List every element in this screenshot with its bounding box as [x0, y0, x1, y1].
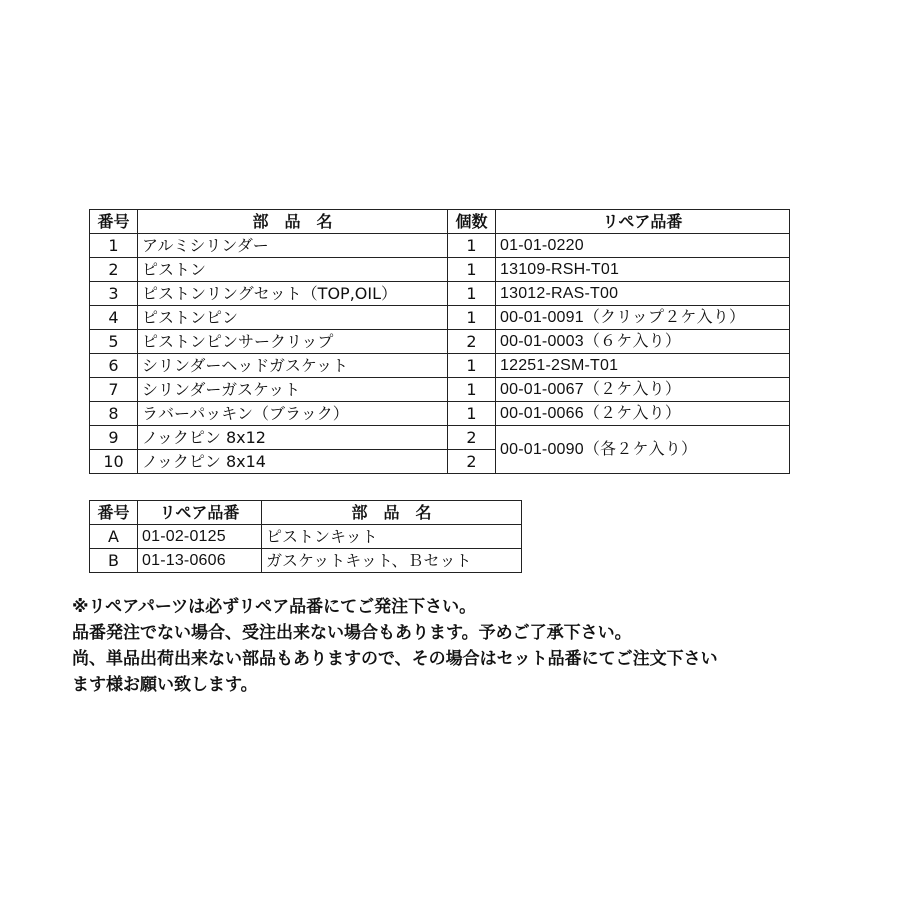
row-qty: 1: [448, 306, 496, 330]
header-repair-no: リペア品番: [496, 210, 790, 234]
table-row: [90, 330, 790, 354]
kit-table: [89, 500, 522, 573]
row-part-name: ノックピン 8x12: [138, 426, 448, 450]
row-part-name: ピストン: [138, 258, 448, 282]
row-part-name: ラバーパッキン（ブラック）: [138, 402, 448, 426]
row-repair-no: 00-01-0067（２ケ入り）: [496, 378, 790, 402]
table-row: [90, 549, 522, 573]
row-part-name: シリンダーヘッドガスケット: [138, 354, 448, 378]
row-repair-no-merged: 00-01-0090（各２ケ入り）: [496, 426, 790, 474]
row-part-name: ピストンピンサークリップ: [138, 330, 448, 354]
row-part-name: ピストンリングセット（TOP,OIL）: [138, 282, 448, 306]
row-no: 2: [90, 258, 138, 282]
row-repair-no: 01-01-0220: [496, 234, 790, 258]
table-row: [90, 282, 790, 306]
row-qty: 1: [448, 378, 496, 402]
table-row: [90, 525, 522, 549]
row-no: 9: [90, 426, 138, 450]
note-line: 品番発注でない場合、受注出来ない場合もあります。予めご了承下さい。: [72, 623, 632, 643]
parts-table: [89, 209, 790, 474]
table-row: [90, 234, 790, 258]
header-part-name: 部 品 名: [138, 210, 448, 234]
row-part-name: アルミシリンダー: [138, 234, 448, 258]
row-part-name: シリンダーガスケット: [138, 378, 448, 402]
kit-name: ガスケットキット、Ｂセット: [262, 549, 522, 573]
row-repair-no: 12251-2SM-T01: [496, 354, 790, 378]
row-repair-no: 00-01-0003（６ケ入り）: [496, 330, 790, 354]
row-qty: 2: [448, 450, 496, 474]
row-qty: 1: [448, 258, 496, 282]
row-repair-no: 13012-RAS-T00: [496, 282, 790, 306]
table-row: [90, 378, 790, 402]
table-row: [90, 306, 790, 330]
header-no: 番号: [90, 210, 138, 234]
row-repair-no: 00-01-0091（クリップ２ケ入り）: [496, 306, 790, 330]
row-qty: 1: [448, 402, 496, 426]
row-no: 10: [90, 450, 138, 474]
row-qty: 1: [448, 234, 496, 258]
row-no: 3: [90, 282, 138, 306]
table-row: [90, 426, 790, 450]
table-row: [90, 402, 790, 426]
kit-name: ピストンキット: [262, 525, 522, 549]
row-part-name: ピストンピン: [138, 306, 448, 330]
kit-no: A: [90, 525, 138, 549]
row-repair-no: 13109-RSH-T01: [496, 258, 790, 282]
kit-repair-no: 01-02-0125: [138, 525, 262, 549]
note-line: 尚、単品出荷出来ない部品もありますので、その場合はセット品番にてご注文下さい: [72, 649, 718, 669]
table-row: [90, 354, 790, 378]
row-no: 4: [90, 306, 138, 330]
row-qty: 1: [448, 354, 496, 378]
kit-header-name: 部 品 名: [262, 501, 522, 525]
kit-repair-no: 01-13-0606: [138, 549, 262, 573]
kit-header-row: [90, 501, 522, 525]
kit-no: B: [90, 549, 138, 573]
row-qty: 1: [448, 282, 496, 306]
table-row: [90, 258, 790, 282]
note-line: ます様お願い致します。: [72, 675, 258, 695]
row-qty: 2: [448, 426, 496, 450]
header-qty: 個数: [448, 210, 496, 234]
row-no: 8: [90, 402, 138, 426]
kit-header-repair-no: リペア品番: [138, 501, 262, 525]
row-qty: 2: [448, 330, 496, 354]
row-repair-no: 00-01-0066（２ケ入り）: [496, 402, 790, 426]
parts-header-row: [90, 210, 790, 234]
row-part-name: ノックピン 8x14: [138, 450, 448, 474]
note-line: ※リペアパーツは必ずリペア品番にてご発注下さい。: [72, 597, 477, 617]
kit-header-no: 番号: [90, 501, 138, 525]
row-no: 1: [90, 234, 138, 258]
row-no: 7: [90, 378, 138, 402]
row-no: 6: [90, 354, 138, 378]
row-no: 5: [90, 330, 138, 354]
notes-block: [72, 594, 718, 698]
